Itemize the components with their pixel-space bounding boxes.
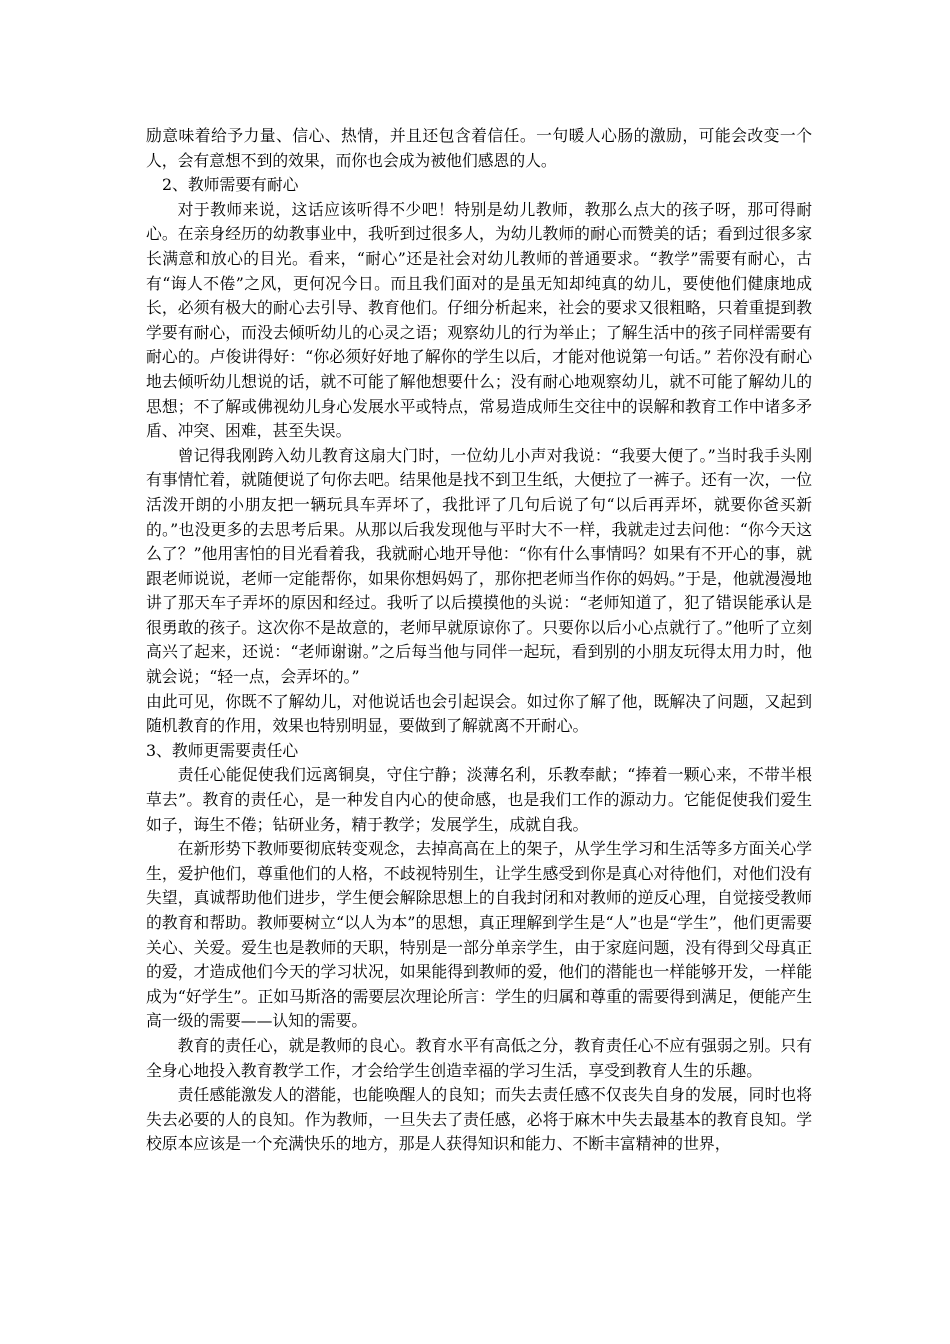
paragraph-continuation: 励意味着给予力量、信心、热情，并且还包含着信任。一句暖人心肠的激励，可能会改变一个人，会有意想不到的效果，而你也会成为被他们感恩的人。: [146, 126, 812, 170]
paragraph-responsibility-new-situation: 在新形势下教师要彻底转变观念，去掉高高在上的架子，从学生学习和生活等多方面关心学生，爱护他们，尊重他们的人格，不歧视特别生，让学生感受到你是真心对待他们，对他们没有失望，真诚帮助他们进步，学生便会解除思想上的自我封闭和对教师的逆反心理，自觉接受教师的教育和帮助。教师要树立“以人为本”的思想，真正理解到学生是“人”也是“学生”，他们更需要关心、关爱。爱生也是教师的天职，特别是一部分单亲学生，由于家庭问题，没有得到父母真正的爱，才造成他们今天的学习状况，如果能得到教师的爱，他们的潜能也一样能够开发，一样能成为“好学生”。正如马斯洛的需要层次理论所言：学生的归属和尊重的需要得到满足，便能产生高一级的需要——认知的需要。: [146, 839, 812, 1031]
paragraph-patience-intro: 对于教师来说，这话应该听得不少吧！特别是幼儿教师，教那么点大的孩子呀，那可得耐心。在亲身经历的幼教事业中，我听到过很多人，为幼儿教师的耐心而赞美的话；看到过很多家长满意和放心的目光。看来，“耐心”还是社会对幼儿教师的普通要求。“教学”需要有耐心，古有“诲人不倦”之风，更何况今日。而且我们面对的是虽无知却纯真的幼儿，要使他们健康地成长，必须有极大的耐心去引导、教育他们。仔细分析起来，社会的要求又很粗略，只着重提到教学要有耐心，而没去倾听幼儿的心灵之语；观察幼儿的行为举止；了解生活中的孩子同样需要有耐心的。卢俊讲得好：“你必须好好地了解你的学生以后，才能对他说第一句话。” 若你没有耐心地去倾听幼儿想说的话，就不可能了解他想要什么；没有耐心地观察幼儿，就不可能了解幼儿的思想；不了解或佛视幼儿身心发展水平或特点，常易造成师生交往中的误解和教育工作中诸多矛盾、冲突、困难，甚至失误。: [146, 199, 812, 441]
paragraph-responsibility-potential: 责任感能激发人的潜能，也能唤醒人的良知；而失去责任感不仅丧失自身的发展，同时也将失去必要的人的良知。作为教师，一旦失去了责任感，必将于麻木中失去最基本的教育良知。学校原本应该是一个充满快乐的地方，那是人获得知识和能力、不断丰富精神的世界，: [146, 1085, 812, 1154]
paragraph-patience-conclusion: 由此可见，你既不了解幼儿，对他说话也会引起误会。如过你了解了他，既解决了问题，又起到随机教育的作用，效果也特别明显，要做到了解就离不开耐心。: [146, 691, 812, 736]
section-heading-responsibility: 3、教师更需要责任心: [146, 740, 299, 760]
section-heading-patience: 2、教师需要有耐心: [162, 175, 299, 195]
document-body: [146, 124, 812, 1157]
paragraph-responsibility-conscience: 教育的责任心，就是教师的良心。教育水平有高低之分，教育责任心不应有强弱之别。只有全身心地投入教育教学工作，才会给学生创造幸福的学习生活，享受到教育人生的乐趣。: [146, 1035, 812, 1080]
paragraph-patience-story: 曾记得我刚跨入幼儿教育这扇大门时，一位幼儿小声对我说：“我要大便了。”当时我手头刚有事情忙着，就随便说了句你去吧。结果他是找不到卫生纸，大便拉了一裤子。还有一次，一位活泼开朗的小朋友把一辆玩具车弄坏了，我批评了几句后说了句“以后再弄坏，就要你爸买新的。”也没更多的去思考后果。从那以后我发现他与平时大不一样，我就走过去问他：“你今天这么了？”他用害怕的目光看着我，我就耐心地开导他：“你有什么事情吗？如果有不开心的事，就跟老师说说，老师一定能帮你，如果你想妈妈了，那你把老师当作你的妈妈。”于是，他就漫漫地讲了那天车子弄坏的原因和经过。我听了以后摸摸他的头说：“老师知道了，犯了错误能承认是很勇敢的孩子。这次你不是故意的，老师早就原谅你了。只要你以后小心点就行了。”他听了立刻高兴了起来，还说：“老师谢谢。”之后每当他与同伴一起玩，看到别的小朋友玩得太用力时，他就会说；“轻一点，会弄坏的。”: [146, 445, 812, 687]
paragraph-responsibility-intro: 责任心能促使我们远离铜臭，守住宁静；淡薄名利，乐教奉献；“捧着一颗心来，不带半根草去”。教育的责任心，是一种发自内心的使命感，也是我们工作的源动力。它能促使我们爱生如子，诲生不倦；钻研业务，精于教学；发展学生，成就自我。: [146, 765, 812, 834]
